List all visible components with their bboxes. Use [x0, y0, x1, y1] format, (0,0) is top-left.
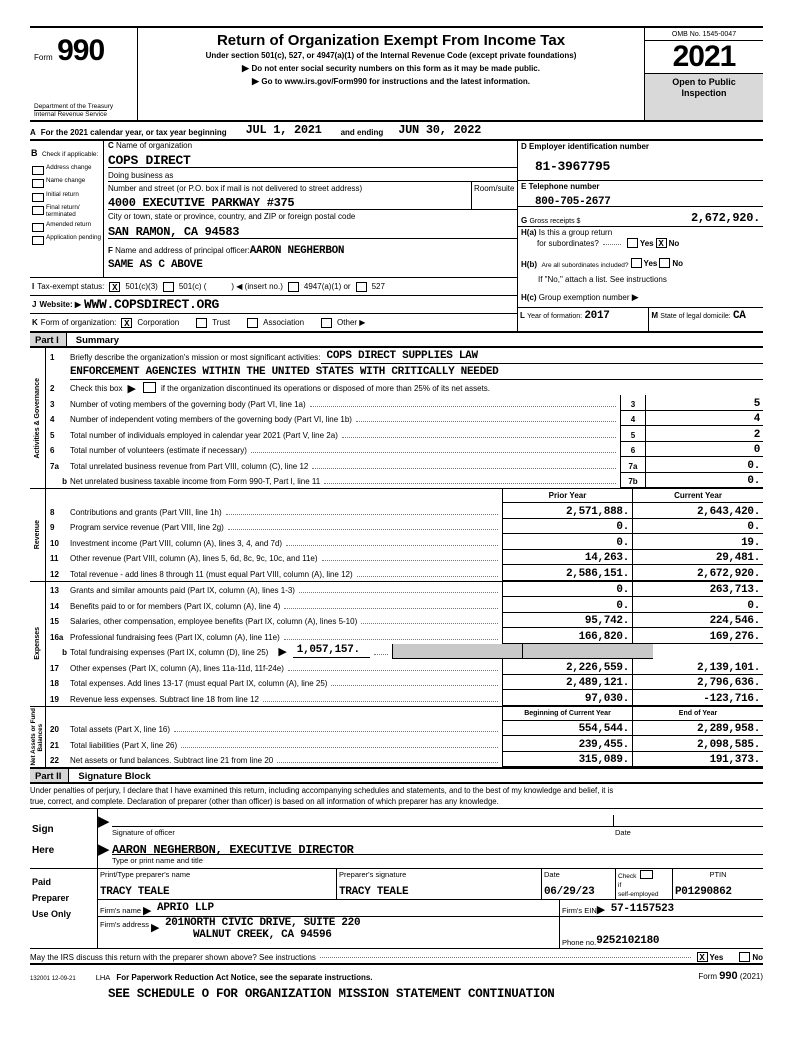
line-21-row: 21 Total liabilities (Part X, line 26) 239,455. 2,098,585.	[46, 736, 763, 752]
line-9-row: 9 Program service revenue (Part VIII, line 2g) 0. 0.	[46, 519, 763, 535]
line-16b-current-shaded	[522, 644, 653, 660]
section-net-assets	[30, 706, 763, 768]
preparer-name-field[interactable]: TRACY TEALE	[100, 886, 170, 899]
arrow-icon: ▶	[251, 76, 262, 86]
line-8-current[interactable]: 2,643,420.	[632, 503, 763, 519]
line-14-prior[interactable]: 0.	[502, 597, 632, 613]
trust-checkbox[interactable]	[196, 318, 207, 328]
line-10-prior[interactable]: 0.	[502, 534, 632, 550]
line-19-row: 19 Revenue less expenses. Subtract line 18 from line 12 97,030. -123,716.	[46, 690, 763, 706]
form-header	[30, 26, 763, 122]
line-19-prior[interactable]: 97,030.	[502, 690, 632, 706]
address-change-checkbox[interactable]	[32, 166, 44, 175]
firm-address-field-line2[interactable]: WALNUT CREEK, CA 94596	[192, 929, 332, 942]
governance-side-label: Activities & Governance	[33, 377, 41, 459]
gross-receipts-cell: G Gross receipts $ 2,672,920.	[518, 207, 763, 227]
year-column-headers	[46, 489, 763, 503]
room-suite-cell: Room/suite	[471, 182, 517, 209]
perjury-statement: Under penalties of perjury, I declare that I have examined this return, including accompanying schedules and statements, and to the best of my knowledge and belief, it is true, correct, and complete. Declaration of preparer (other than officer) is based on all information of which preparer has any knowledge.	[30, 784, 763, 809]
line-3-box: 3	[620, 395, 646, 411]
year-of-formation-field[interactable]: 2017	[584, 310, 610, 322]
checkbox-amended-return: Amended return	[31, 222, 102, 232]
website-field[interactable]: WWW.COPSDIRECT.ORG	[84, 297, 220, 312]
phone-cell: Phone no. 9252102180	[559, 917, 763, 948]
other-checkbox[interactable]	[321, 318, 332, 328]
line-a-tax-year: A For the 2021 calendar year, or tax year beginning JUL 1, 2021 and ending JUN 30, 2022	[30, 122, 763, 141]
line-6-box: 6	[620, 442, 646, 458]
line-12-current[interactable]: 2,672,920.	[632, 565, 763, 581]
form-990-page	[30, 26, 763, 1002]
line-14-current[interactable]: 0.	[632, 597, 763, 613]
footer-row	[30, 965, 763, 982]
dba-label: Doing business as	[108, 168, 517, 182]
ptin-cell: PTIN P01290862	[672, 869, 763, 899]
sign-here-block	[30, 809, 763, 869]
officer-address-field[interactable]: SAME AS C ABOVE	[108, 259, 203, 271]
discuss-no-checkbox[interactable]	[739, 952, 750, 962]
street-address-field[interactable]: 4000 EXECUTIVE PARKWAY #375	[108, 196, 295, 210]
tax-year: 2021	[645, 41, 763, 74]
paid-preparer-block	[30, 869, 763, 949]
paperwork-notice: For Paperwork Reduction Act Notice, see the separate instructions.	[116, 973, 373, 983]
form-title: Return of Organization Exempt From Income Tax	[216, 32, 566, 49]
line-4-value[interactable]: 4	[646, 411, 763, 427]
form-bullet-2: ▶ Go to www.irs.gov/Form990 for instructions and the latest information.	[251, 76, 531, 86]
omb-number: OMB No. 1545-0047	[645, 28, 763, 41]
net-assets-side-label: Net Assets or Fund Balances	[29, 708, 44, 766]
preparer-signature-cell: Preparer's signature TRACY TEALE	[336, 869, 541, 899]
form-bullet-1: ▶ Do not enter social security numbers on this form as it may be made public.	[242, 63, 540, 73]
street-label: Number and street (or P.O. box if mail is not delivered to street address)	[108, 184, 363, 193]
type-or-print-label: Type or print name and title	[112, 856, 203, 866]
paid-preparer-use-only-label: Paid Preparer Use Only	[30, 869, 98, 948]
part2-title: Signature Block	[78, 771, 151, 782]
line-7a-row: 7a Total unrelated business revenue from Part VIII, column (C), line 12 7a 0.	[46, 457, 763, 473]
line-2-discontinued: 2 Check this box ▶ if the organization discontinued its operations or disposed of more than 25% of its net assets.	[50, 383, 491, 395]
lha-label: LHA	[95, 973, 111, 983]
line-4-box: 4	[620, 411, 646, 427]
line-15-current[interactable]: 224,546.	[632, 613, 763, 629]
line-11-row: 11 Other revenue (Part VIII, column (A), lines 5, 6d, 8c, 9c, 10c, and 11e) 14,263. 29,481.	[46, 550, 763, 566]
527-checkbox[interactable]	[356, 282, 367, 292]
line-k-form-of-organization: K Form of organization: X Corporation Trust Association Other ▶	[30, 313, 517, 331]
mission-field-line1[interactable]: COPS DIRECT SUPPLIES LAW	[326, 350, 478, 362]
date-label: Date	[615, 828, 631, 838]
irs-discuss-row: May the IRS discuss this return with the preparer shown above? See instructions X Yes No	[30, 949, 763, 965]
line-13-current[interactable]: 263,713.	[632, 582, 763, 598]
line-9-current[interactable]: 0.	[632, 519, 763, 535]
firm-address-field-line1[interactable]: 201NORTH CIVIC DRIVE, SUITE 220	[164, 917, 361, 930]
organization-name-field[interactable]: COPS DIRECT	[108, 153, 191, 168]
line-9-prior[interactable]: 0.	[502, 519, 632, 535]
line-20-row: 20 Total assets (Part X, line 16) 554,544. 2,289,958.	[46, 721, 763, 737]
identity-block	[30, 141, 763, 331]
beginning-of-year-header: Beginning of Current Year	[502, 707, 632, 721]
line-22-row: 22 Net assets or fund balances. Subtract line 21 from line 20 315,089. 191,373.	[46, 752, 763, 768]
line-17-current[interactable]: 2,139,101.	[632, 659, 763, 675]
telephone-field[interactable]: 800-705-2677	[535, 196, 611, 208]
prior-year-header: Prior Year	[502, 489, 632, 503]
mission-field-line2[interactable]: ENFORCEMENT AGENCIES WITHIN THE UNITED STATES WITH CRITICALLY NEEDED	[70, 366, 499, 378]
form-number-cell	[30, 28, 138, 120]
self-employed-checkbox[interactable]	[640, 870, 653, 879]
preparer-signature-field[interactable]: TRACY TEALE	[339, 886, 409, 899]
application-pending-checkbox[interactable]	[32, 236, 44, 245]
gross-receipts-field[interactable]: 2,672,920.	[690, 211, 760, 225]
line-7b-box: 7b	[620, 473, 646, 489]
part1-tag: Part I	[30, 333, 67, 346]
corporation-checkbox[interactable]: X	[121, 318, 132, 328]
state-of-domicile-field[interactable]: CA	[732, 310, 746, 322]
preparer-date-cell: Date 06/29/23	[541, 869, 615, 899]
form-word: Form	[34, 53, 53, 62]
signature-of-officer-label: Signature of officer	[112, 828, 175, 838]
year-of-formation: L Year of formation: 2017	[520, 310, 610, 322]
checkbox-final-return: Final return/ terminated	[31, 205, 102, 218]
officer-signature-line[interactable]	[112, 815, 613, 827]
form-title-cell	[138, 28, 645, 120]
preparer-date-field[interactable]: 06/29/23	[544, 886, 595, 899]
firm-name-row: Firm's name ▶ APRIO LLP Firm's EIN ▶ 57-1157523	[98, 900, 763, 917]
line-22-begin[interactable]: 315,089.	[502, 752, 632, 768]
line-20-begin[interactable]: 554,544.	[502, 721, 632, 737]
ptin-field[interactable]: P01290862	[675, 886, 732, 899]
line-3-row: 3 Number of voting members of the governing body (Part VI, line 1a) 3 5	[46, 395, 763, 411]
preparer-name-cell: Print/Type preparer's name TRACY TEALE	[98, 869, 336, 899]
arrow-icon: ▶	[278, 646, 287, 658]
section-c-letter: C	[108, 141, 114, 150]
firm-ein-cell: Firm's EIN ▶ 57-1157523	[559, 900, 763, 916]
lm-row	[518, 307, 763, 331]
line-1-mission: 1 Briefly describe the organization's mission or most significant activities: COPS DIRECT SUPPLIES LAW	[46, 348, 763, 364]
section-expenses	[30, 581, 763, 706]
revenue-side-label: Revenue	[33, 520, 41, 550]
current-year-header: Current Year	[632, 489, 763, 503]
principal-officer-field[interactable]: AARON NEGHERBON	[249, 245, 345, 257]
section-governance	[30, 348, 763, 488]
arrow-icon: ▶	[98, 841, 110, 859]
line-7a-value[interactable]: 0.	[646, 457, 763, 473]
expenses-side-label: Expenses	[33, 627, 41, 660]
part1-title: Summary	[75, 335, 120, 346]
hb-no-checkbox[interactable]	[659, 258, 670, 268]
firm-name-field[interactable]: APRIO LLP	[157, 902, 214, 915]
state-of-domicile: M State of legal domicile: CA	[648, 308, 763, 331]
section-b-letter: B	[31, 148, 38, 158]
telephone-cell: E Telephone number 800-705-2677	[518, 181, 763, 207]
arrow-icon: ▶	[596, 904, 606, 917]
line-18-row: 18 Total expenses. Add lines 13-17 (must equal Part IX, column (A), line 25) 2,489,121. 2,796,636.	[46, 675, 763, 691]
checkbox-initial-return: Initial return	[31, 192, 102, 202]
phone-field[interactable]: 9252102180	[596, 935, 660, 948]
501c3-checkbox[interactable]: X	[109, 282, 120, 292]
hb-subordinates: H(b) Are all subordinates included? Yes No	[521, 258, 684, 269]
schedule-o-note: SEE SCHEDULE O FOR ORGANIZATION MISSION STATEMENT CONTINUATION	[108, 987, 555, 1002]
line-i-tax-exempt-status: I Tax-exempt status: X 501(c)(3) 501(c) ( ) ◀ (insert no.) 4947(a)(1) or 527	[30, 277, 517, 295]
line-16a-current[interactable]: 169,276.	[632, 628, 763, 644]
line-18-prior[interactable]: 2,489,121.	[502, 675, 632, 691]
hc-group-exemption: H(c) Group exemption number ▶	[521, 292, 639, 302]
line-11-prior[interactable]: 14,263.	[502, 550, 632, 566]
line-12-prior[interactable]: 2,586,151.	[502, 565, 632, 581]
tax-year-begin-field[interactable]: JUL 1, 2021	[245, 123, 322, 137]
form-number: 990	[57, 34, 105, 67]
name-change-checkbox[interactable]	[32, 179, 44, 188]
part2-tag: Part II	[30, 769, 69, 782]
ein-cell: D Employer identification number 81-3967795	[518, 141, 763, 181]
checkbox-address-change: Address change	[31, 165, 102, 175]
firm-ein-field[interactable]: 57-1157523	[610, 903, 674, 916]
arrow-icon: ▶	[631, 292, 639, 302]
tax-year-end-field[interactable]: JUN 30, 2022	[398, 123, 482, 137]
part2-bar	[30, 767, 763, 784]
line-19-current[interactable]: -123,716.	[632, 690, 763, 706]
line-15-prior[interactable]: 95,742.	[502, 613, 632, 629]
line-j-website: J Website: ▶ WWW.COPSDIRECT.ORG	[30, 295, 517, 313]
end-of-year-header: End of Year	[632, 707, 763, 721]
section-c-organization: C Name of organization COPS DIRECT Doing business as Number and street (or P.O. box if mail is not delivered to street address) 4000 EXECUTIVE PARKWAY #375 Room/suite City or town, state or province, country, and ZIP or foreign postal code SAN RAMON, CA 94583 F Name and address of principal officer:AARON NEGHERBON SAME AS C ABOVE	[104, 141, 517, 277]
arrow-icon: ▶	[143, 905, 152, 918]
line-3-value[interactable]: 5	[646, 395, 763, 411]
firm-address-row: Firm's address ▶ 201NORTH CIVIC DRIVE, SUITE 220 WALNUT CREEK, CA 94596 Phone no. 9252102180	[98, 917, 763, 948]
line-21-begin[interactable]: 239,455.	[502, 736, 632, 752]
form-footer: Form 990 (2021)	[698, 970, 763, 983]
ha-group-return: H(a) Is this a group return for subordinates? Yes X No	[521, 228, 680, 249]
section-revenue	[30, 488, 763, 581]
omb-year-cell	[645, 28, 763, 120]
ha-yes-checkbox[interactable]	[627, 238, 638, 248]
line-15-row: 15 Salaries, other compensation, employee benefits (Part IX, column (A), lines 5-10) 95,742. 224,546.	[46, 613, 763, 629]
hb-yes-checkbox[interactable]	[631, 258, 642, 268]
line-5-row: 5 Total number of individuals employed in calendar year 2021 (Part V, line 2a) 5 2	[46, 426, 763, 442]
line-17-row: 17 Other expenses (Part IX, column (A), lines 11a-11d, 11f-24e) 2,226,559. 2,139,101.	[46, 659, 763, 675]
open-to-public: Open to Public Inspection	[645, 74, 763, 121]
501c-checkbox[interactable]	[163, 282, 174, 292]
amended-return-checkbox[interactable]	[32, 223, 44, 232]
line-21-end[interactable]: 2,098,585.	[632, 736, 763, 752]
self-employed-cell: Check if self-employed	[615, 869, 672, 899]
line-10-row: 10 Investment income (Part VIII, column (A), lines 3, 4, and 7d) 0. 19.	[46, 534, 763, 550]
line-17-prior[interactable]: 2,226,559.	[502, 659, 632, 675]
line-16b-value[interactable]: 1,057,157.	[293, 639, 370, 658]
arrow-icon: ▶	[242, 63, 252, 73]
line-16b-row: b Total fundraising expenses (Part IX, column (D), line 25) ▶ 1,057,157.	[46, 644, 763, 660]
line-14-row: 14 Benefits paid to or for members (Part IX, column (A), line 4) 0. 0.	[46, 597, 763, 613]
arrow-icon: ▶	[127, 383, 136, 395]
line-16b-prior-shaded	[392, 644, 522, 660]
arrow-icon: ▶	[98, 813, 110, 831]
department-lines: Department of the Treasury Internal Revenue Service	[34, 103, 114, 118]
discuss-yes-checkbox[interactable]: X	[697, 952, 708, 962]
line-6-row: 6 Total number of volunteers (estimate if necessary) 6 0	[46, 442, 763, 458]
line-16a-prior[interactable]: 166,820.	[502, 628, 632, 644]
officer-date-cell[interactable]	[613, 815, 763, 827]
officer-name-line[interactable]: AARON NEGHERBON, EXECUTIVE DIRECTOR	[112, 840, 763, 855]
city-label: City or town, state or province, country, and ZIP or foreign postal code	[108, 212, 356, 221]
checkbox-application-pending: Application pending	[31, 235, 102, 245]
line-10-current[interactable]: 19.	[632, 534, 763, 550]
sign-here-label: Sign Here	[30, 809, 98, 868]
line-8-row: 8 Contributions and grants (Part VIII, line 1h) 2,571,888. 2,643,420.	[46, 503, 763, 519]
section-d-right-column	[517, 141, 763, 331]
line-13-prior[interactable]: 0.	[502, 582, 632, 598]
line-7b-row: b Net unrelated business taxable income from Form 990-T, Part I, line 11 7b 0.	[46, 473, 763, 489]
line-7b-value[interactable]: 0.	[646, 473, 763, 489]
4947a1-checkbox[interactable]	[288, 282, 299, 292]
ein-field[interactable]: 81-3967795	[535, 159, 611, 174]
line-13-row: 13 Grants and similar amounts paid (Part IX, column (A), lines 1-3) 0. 263,713.	[46, 582, 763, 598]
net-column-headers	[46, 707, 763, 721]
line-5-box: 5	[620, 426, 646, 442]
line-4-row: 4 Number of independent voting members of the governing body (Part VI, line 1b) 4 4	[46, 411, 763, 427]
form-subtitle: Under section 501(c), 527, or 4947(a)(1) of the Internal Revenue Code (except private foundations)	[205, 51, 577, 60]
section-f-letter: F	[108, 246, 113, 255]
line-5-value[interactable]: 2	[646, 426, 763, 442]
discontinued-checkbox[interactable]	[143, 382, 156, 393]
line-a-letter: A	[30, 128, 36, 137]
line-16a-row: 16a Professional fundraising fees (Part IX, column (A), line 11e) 166,820. 169,276.	[46, 628, 763, 644]
schedule-o-note-row	[30, 982, 763, 1002]
line-11-current[interactable]: 29,481.	[632, 550, 763, 566]
city-state-zip-field[interactable]: SAN RAMON, CA 94583	[108, 225, 240, 239]
line-22-end[interactable]: 191,373.	[632, 752, 763, 768]
line-20-end[interactable]: 2,289,958.	[632, 721, 763, 737]
initial-return-checkbox[interactable]	[32, 193, 44, 202]
line-12-row: 12 Total revenue - add lines 8 through 11 (must equal Part VIII, column (A), line 12) 2,586,151. 2,672,920.	[46, 565, 763, 581]
final-return-checkbox[interactable]	[32, 206, 44, 215]
line-6-value[interactable]: 0	[646, 442, 763, 458]
line-8-prior[interactable]: 2,571,888.	[502, 503, 632, 519]
line-1-mission-cont	[46, 364, 763, 380]
line-7a-box: 7a	[620, 457, 646, 473]
ha-no-checkbox[interactable]: X	[656, 238, 667, 248]
hb-note: If "No," attach a list. See instructions	[538, 275, 667, 284]
arrow-icon: ▶	[150, 922, 160, 935]
checkbox-name-change: Name change	[31, 178, 102, 188]
association-checkbox[interactable]	[247, 318, 258, 328]
line-18-current[interactable]: 2,796,636.	[632, 675, 763, 691]
section-b-check-if-applicable: B Check if applicable: Address change Name change Initial return Final return/ terminated Amended return Application pending	[30, 141, 104, 277]
form-code: 132001 12-09-21	[30, 976, 76, 983]
